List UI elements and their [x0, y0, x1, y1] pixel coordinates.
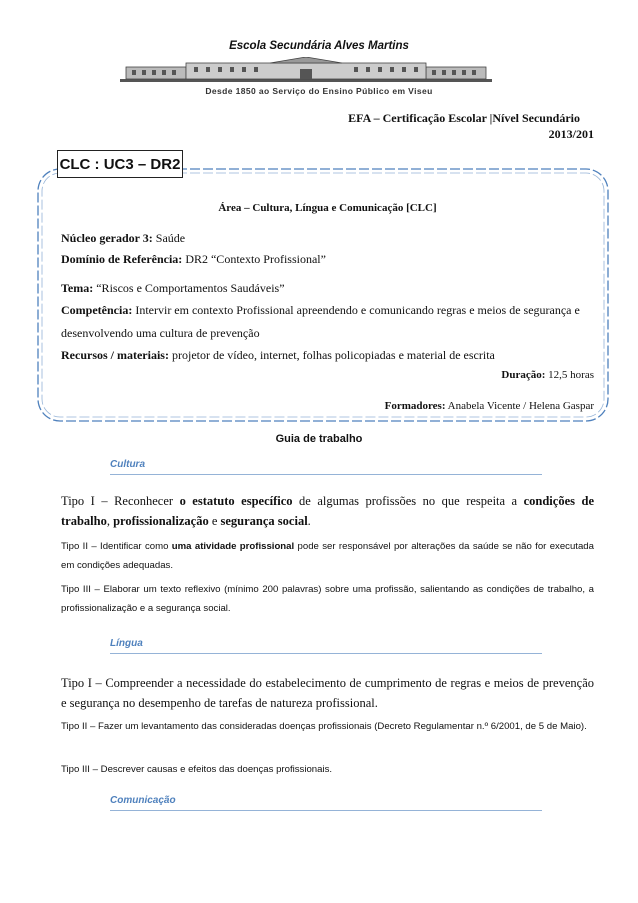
cultura-tipo1-text: Tipo I – Reconhecer: [61, 494, 180, 508]
lingua-tipo1: Tipo I – Compreender a necessidade do estabelecimento de cumprimento de regras e meios de prevenção e segurança no desempenho de tarefas de natureza profissional.: [61, 676, 594, 710]
school-tagline: Desde 1850 ao Serviço do Ensino Público em Viseu: [205, 86, 433, 96]
cultura-tipo2-text: pode ser responsável por alterações da saúde se não for executada em condições adequadas.: [61, 541, 594, 571]
competencia-line: [61, 299, 594, 345]
cultura-tipo1-text: .: [307, 514, 311, 528]
duracao-value: 12,5 horas: [545, 369, 594, 381]
cultura-tipo1-text: ,: [106, 514, 114, 528]
competencia-value: Intervir em contexto Profissional apreendendo e comunicando regras e meios de segurança e desenvolvendo uma cultura de prevenção: [61, 303, 580, 340]
lingua-tipo2: Tipo II – Fazer um levantamento das consideradas doenças profissionais (Decreto Regulamentar n.º 6/2001, de 5 de Maio).: [61, 721, 587, 732]
competencia-label: Competência:: [61, 303, 133, 317]
cultura-tipo1-text: e: [208, 514, 221, 528]
dominio-label: Domínio de Referência:: [61, 252, 183, 266]
lingua-tipo3: Tipo III – Descrever causas e efeitos das doenças profissionais.: [61, 764, 333, 775]
nucleo-value: Saúde: [152, 231, 186, 245]
tema-line: [61, 281, 594, 296]
recursos-label: Recursos / materiais:: [61, 348, 169, 362]
nucleo-label: Núcleo gerador 3:: [61, 231, 153, 245]
cultura-tipo2-emphasis: uma atividade profissional: [171, 541, 295, 552]
dominio-value: DR2 “Contexto Profissional”: [182, 252, 326, 266]
dominio-line: [61, 252, 594, 267]
area-title: Área – Cultura, Língua e Comunicação [CLC]: [218, 202, 437, 214]
tema-value: “Riscos e Comportamentos Saudáveis”: [93, 281, 285, 295]
unit-code-label: CLC : UC3 – DR2: [57, 150, 183, 178]
cultura-tipo1: [61, 491, 594, 531]
cultura-tipo2: [61, 537, 594, 575]
cultura-tipo1-emphasis: profissionalização: [113, 514, 209, 528]
cultura-tipo1-emphasis: condições de trabalho: [61, 494, 594, 528]
school-building-logo: [120, 57, 492, 83]
cultura-tipo1-emphasis: o estatuto específico: [179, 494, 293, 508]
cultura-tipo2-text: Tipo II – Identificar como: [61, 541, 172, 552]
recursos-line: [61, 348, 594, 363]
guide-title: Guia de trabalho: [275, 433, 363, 445]
course-title: EFA – Certificação Escolar |Nível Secundário: [348, 111, 580, 125]
section-heading-cultura: Cultura: [110, 459, 542, 475]
cultura-tipo1-emphasis: segurança social: [220, 514, 308, 528]
recursos-value: projetor de vídeo, internet, folhas policopiadas e material de escrita: [168, 348, 495, 362]
cultura-tipo3: Tipo III – Elaborar um texto reflexivo (mínimo 200 palavras) sobre uma profissão, salientando as condições de trabalho, a profissionalização e a segurança social.: [61, 584, 594, 614]
school-year: 2013/201: [548, 127, 594, 141]
formadores-line: [61, 399, 594, 414]
duracao-label: Duração:: [501, 369, 546, 381]
nucleo-line: [61, 231, 594, 246]
section-heading-comunicacao: Comunicação: [110, 795, 542, 811]
school-name: Escola Secundária Alves Martins: [229, 40, 409, 52]
cultura-tipo1-text: de algumas profissões no que respeita a: [292, 494, 524, 508]
section-heading-lingua: Língua: [110, 638, 542, 654]
duracao-line: [61, 368, 594, 383]
formadores-label: Formadores:: [384, 400, 446, 412]
tema-label: Tema:: [61, 281, 94, 295]
formadores-value: Anabela Vicente / Helena Gaspar: [445, 400, 594, 412]
